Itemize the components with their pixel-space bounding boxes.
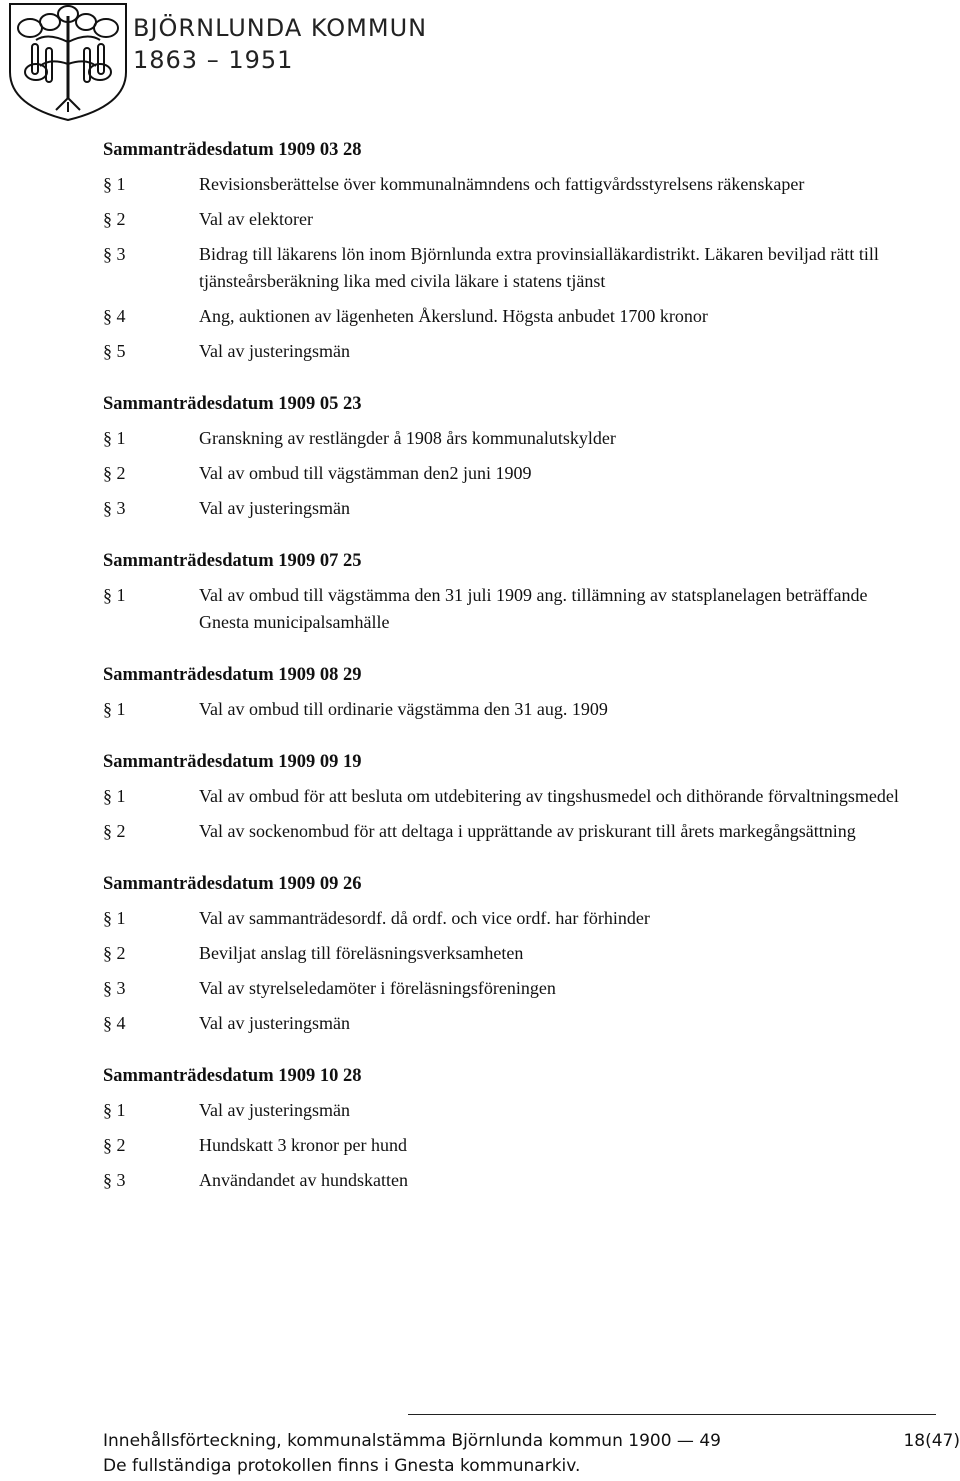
- agenda-item: [103, 1097, 903, 1124]
- paragraph-number: § 3: [103, 1170, 126, 1190]
- paragraph-number: § 1: [103, 428, 126, 448]
- municipal-coat-of-arms-logo: [6, 2, 130, 122]
- page-number: 18(47): [903, 1431, 960, 1451]
- agenda-item-text: Val av justeringsmän: [199, 498, 350, 518]
- agenda-item: [103, 783, 903, 810]
- paragraph-number: § 3: [103, 244, 126, 264]
- agenda-item-text: Användandet av hundskatten: [199, 1170, 408, 1190]
- meeting-date: Sammanträdesdatum 1909 10 28: [103, 1066, 362, 1086]
- paragraph-number: § 4: [103, 306, 126, 326]
- meeting-section: [103, 750, 903, 845]
- paragraph-number: § 1: [103, 699, 126, 719]
- paragraph-number: § 2: [103, 209, 126, 229]
- agenda-item: [103, 206, 903, 233]
- minutes-index: [103, 138, 903, 1221]
- paragraph-number: § 2: [103, 821, 126, 841]
- agenda-item: [103, 460, 903, 487]
- agenda-item: [103, 905, 903, 932]
- meeting-date: Sammanträdesdatum 1909 05 23: [103, 394, 362, 414]
- paragraph-number: § 1: [103, 174, 126, 194]
- agenda-item: [103, 171, 903, 198]
- agenda-item-text: Val av ombud till vägstämma den 31 juli 1909 ang. tillämning av statsplanelagen beträffande Gnesta municipalsamhälle: [199, 585, 868, 632]
- agenda-item: [103, 303, 903, 330]
- paragraph-number: § 3: [103, 978, 126, 998]
- agenda-item-text: Ang, auktionen av lägenheten Åkerslund. Högsta anbudet 1700 kronor: [199, 306, 708, 326]
- meeting-section: [103, 549, 903, 636]
- agenda-item: [103, 1132, 903, 1159]
- organization-years: 1863 – 1951: [133, 46, 294, 74]
- footer-title: Innehållsförteckning, kommunalstämma Björnlunda kommun 1900 — 49: [103, 1431, 721, 1451]
- agenda-item-text: Val av ombud till vägstämman den2 juni 1909: [199, 463, 532, 483]
- agenda-item-text: Val av ombud för att besluta om utdebitering av tingshusmedel och dithörande förvaltningsmedel: [199, 786, 899, 806]
- meeting-date: Sammanträdesdatum 1909 07 25: [103, 551, 362, 571]
- meeting-section: [103, 872, 903, 1037]
- meeting-section: [103, 392, 903, 522]
- paragraph-number: § 2: [103, 463, 126, 483]
- agenda-item: [103, 425, 903, 452]
- agenda-item-text: Granskning av restlängder å 1908 års kommunalutskylder: [199, 428, 616, 448]
- meeting-date: Sammanträdesdatum 1909 09 26: [103, 874, 362, 894]
- agenda-item-text: Revisionsberättelse över kommunalnämndens och fattigvårdsstyrelsens räkenskaper: [199, 174, 805, 194]
- footer-note: De fullständiga protokollen finns i Gnesta kommunarkiv.: [103, 1456, 581, 1476]
- paragraph-number: § 4: [103, 1013, 126, 1033]
- agenda-item: [103, 940, 903, 967]
- agenda-item: [103, 241, 903, 295]
- paragraph-number: § 1: [103, 585, 126, 605]
- meeting-section: [103, 663, 903, 723]
- agenda-item-text: Val av justeringsmän: [199, 1100, 350, 1120]
- paragraph-number: § 2: [103, 943, 126, 963]
- agenda-item-text: Beviljat anslag till föreläsningsverksamheten: [199, 943, 524, 963]
- paragraph-number: § 2: [103, 1135, 126, 1155]
- meeting-date: Sammanträdesdatum 1909 08 29: [103, 665, 362, 685]
- agenda-item-text: Bidrag till läkarens lön inom Björnlunda extra provinsialläkardistrikt. Läkaren beviljad rätt till tjänsteårsberäkning lika med civila läkare i statens tjänst: [199, 244, 879, 291]
- agenda-item-text: Val av sammanträdesordf. då ordf. och vice ordf. har förhinder: [199, 908, 650, 928]
- footer-divider: [408, 1414, 936, 1415]
- agenda-item-text: Val av styrelseledamöter i föreläsningsföreningen: [199, 978, 556, 998]
- agenda-item: [103, 975, 903, 1002]
- agenda-item-text: Val av justeringsmän: [199, 1013, 350, 1033]
- agenda-item: [103, 1010, 903, 1037]
- agenda-item: [103, 818, 903, 845]
- agenda-item-text: Val av sockenombud för att deltaga i upprättande av priskurant till årets markegångsättning: [199, 821, 856, 841]
- agenda-item: [103, 1167, 903, 1194]
- agenda-item: [103, 495, 903, 522]
- agenda-item-text: Val av elektorer: [199, 209, 313, 229]
- agenda-item-text: Hundskatt 3 kronor per hund: [199, 1135, 407, 1155]
- paragraph-number: § 3: [103, 498, 126, 518]
- organization-name: BJÖRNLUNDA KOMMUN: [133, 14, 428, 42]
- meeting-section: [103, 1064, 903, 1194]
- meeting-date: Sammanträdesdatum 1909 09 19: [103, 752, 362, 772]
- agenda-item: [103, 696, 903, 723]
- meeting-section: [103, 138, 903, 365]
- paragraph-number: § 5: [103, 341, 126, 361]
- meeting-date: Sammanträdesdatum 1909 03 28: [103, 140, 362, 160]
- paragraph-number: § 1: [103, 1100, 126, 1120]
- page-header: [0, 0, 960, 130]
- agenda-item-text: Val av ombud till ordinarie vägstämma den 31 aug. 1909: [199, 699, 608, 719]
- agenda-item: [103, 582, 903, 636]
- paragraph-number: § 1: [103, 908, 126, 928]
- agenda-item-text: Val av justeringsmän: [199, 341, 350, 361]
- paragraph-number: § 1: [103, 786, 126, 806]
- agenda-item: [103, 338, 903, 365]
